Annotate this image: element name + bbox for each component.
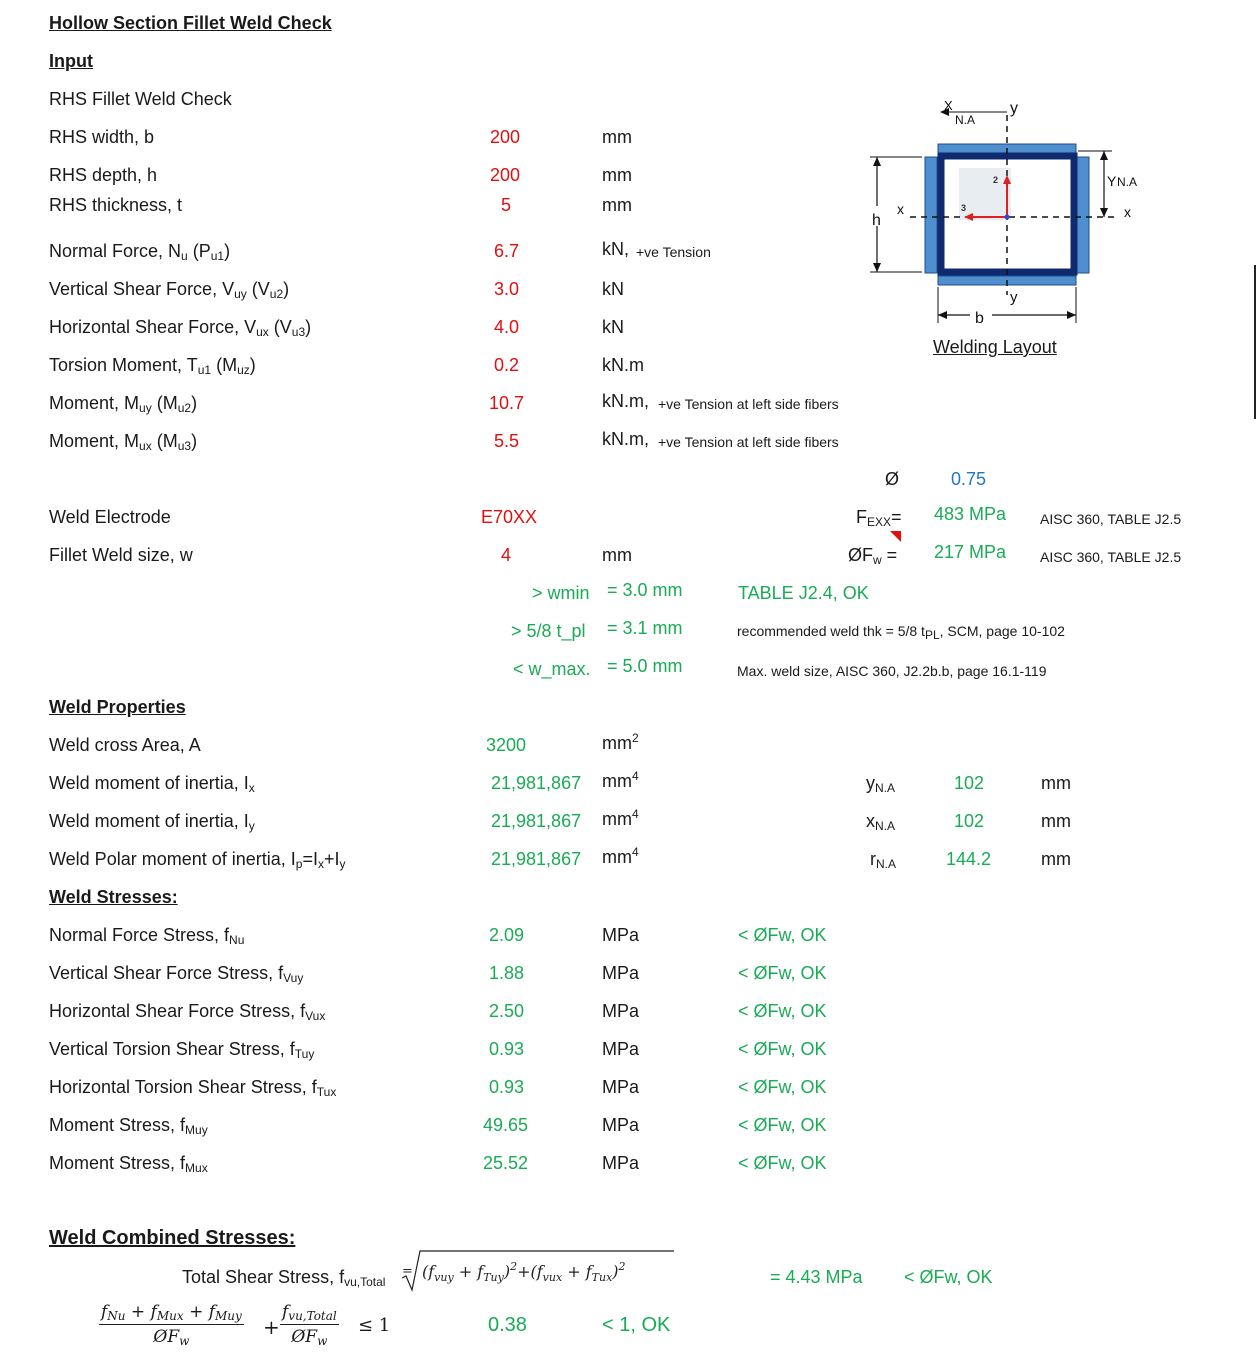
interaction-ratio-status: < 1, OK [602, 1314, 671, 1336]
x-left-label: x [897, 201, 904, 217]
stress-label: Moment Stress, $f_{Muy}$ [49, 1115, 208, 1137]
total-shear-status: < ØFw, OK [904, 1267, 993, 1287]
rna-label: $r_{N.A}$ [870, 849, 897, 871]
stress-unit: MPa [602, 1115, 640, 1135]
input-unit: kN.m [602, 355, 644, 375]
fexx-label: $F_{EXX}=$ [856, 507, 902, 529]
properties-heading: Weld Properties [49, 697, 186, 717]
local-axis-panel [959, 168, 1011, 220]
input-unit: kN [602, 279, 624, 299]
yna-unit: mm [1041, 773, 1071, 793]
y-bottom-label: y [1010, 289, 1018, 306]
stress-unit: MPa [602, 1039, 640, 1059]
ip-value: 21,981,867 [491, 849, 582, 869]
fexx-value: 483 MPa [934, 504, 1007, 524]
input-label: Torsion Moment, $T_{u1}$ $(M_{uz})$ [49, 355, 256, 377]
weld-right [1077, 157, 1089, 273]
stress-status: < ØFw, OK [738, 1001, 827, 1021]
weld-size-value[interactable]: 4 [501, 545, 512, 565]
svg-text:N.A: N.A [955, 113, 976, 127]
stress-label: Horizontal Torsion Shear Stress, $f_{Tux}$ [49, 1077, 337, 1099]
check-condition: < w_max. [513, 659, 591, 679]
interaction-limit: ≤ 1 [358, 1315, 391, 1336]
interaction-fraction-1: $f_{Nu} + f_{Mux} + f_{Muy}$ $ØF_w$ [101, 1302, 242, 1348]
input-label: Vertical Shear Force, $V_{uy}$ $(V_{u2})$ [49, 279, 290, 301]
stress-status: < ØFw, OK [738, 1039, 827, 1059]
iy-value: 21,981,867 [491, 811, 582, 831]
stress-status: < ØFw, OK [738, 1077, 827, 1097]
phifw-reference: AISC 360, TABLE J2.5 [1040, 549, 1182, 565]
stress-status: < ØFw, OK [738, 963, 827, 983]
stress-value: 25.52 [483, 1153, 529, 1173]
input-value[interactable]: 6.7 [494, 241, 520, 261]
check-value: = 3.1 mm [607, 618, 683, 638]
axis-2-label: 2 [993, 175, 999, 185]
input-note: +ve Tension at left side fibers [658, 396, 839, 412]
comment-marker-icon [890, 531, 902, 543]
input-unit: kN [602, 317, 624, 337]
phifw-value: 217 MPa [934, 542, 1007, 562]
area-label: Weld cross Area, A [49, 735, 201, 755]
svg-text:N.A: N.A [1117, 175, 1138, 189]
ix-label: Weld moment of inertia, $I_x$ [49, 773, 255, 795]
check-note: recommended weld thk = 5/8 $t_{PL}$, SCM, page 10-102 [737, 623, 1065, 642]
stress-value: 0.93 [489, 1039, 525, 1059]
input-unit: kN, [602, 239, 629, 259]
input-unit: mm [602, 165, 632, 185]
input-label: Moment, $M_{ux}$ $(M_{u3})$ [49, 431, 198, 453]
xna-unit: mm [1041, 811, 1071, 831]
b-label: b [975, 310, 984, 327]
input-label: Horizontal Shear Force, $V_{ux}$ $(V_{u3})$ [49, 317, 312, 339]
check-value: = 3.0 mm [607, 580, 683, 600]
ix-unit: $mm^4$ [602, 769, 639, 791]
y-top-label: y [1010, 100, 1018, 117]
input-label: RHS depth, h [49, 165, 158, 185]
stresses-heading: Weld Stresses: [49, 887, 178, 907]
xna-value: 102 [954, 811, 985, 831]
electrode-value[interactable]: E70XX [481, 507, 538, 527]
input-unit: kN.m, [602, 391, 649, 411]
ip-unit: $mm^4$ [602, 845, 639, 867]
ip-label: Weld Polar moment of inertia, $I_p=I_x+I_y$ [49, 849, 346, 871]
input-subheading: RHS Fillet Weld Check [49, 89, 232, 109]
check-note: Max. weld size, AISC 360, J2.2b.b, page 16.1-119 [737, 663, 1047, 679]
plus-sign: + [263, 1315, 280, 1339]
iy-label: Weld moment of inertia, $I_y$ [49, 811, 255, 833]
stress-value: 0.93 [489, 1077, 525, 1097]
input-value[interactable]: 0.2 [494, 355, 520, 375]
stress-label: Normal Force Stress, $f_{Nu}$ [49, 925, 245, 947]
area-value: 3200 [486, 735, 527, 755]
input-value[interactable]: 3.0 [494, 279, 520, 299]
diagram-caption: Welding Layout [933, 337, 1057, 357]
input-value[interactable]: 10.7 [489, 393, 525, 413]
check-value: = 5.0 mm [607, 656, 683, 676]
stress-status: < ØFw, OK [738, 925, 827, 945]
stress-unit: MPa [602, 1077, 640, 1097]
input-note: +ve Tension at left side fibers [658, 434, 839, 450]
stress-unit: MPa [602, 963, 640, 983]
stress-status: < ØFw, OK [738, 1153, 827, 1173]
h-label: h [872, 212, 881, 229]
interaction-ratio-value: 0.38 [488, 1314, 527, 1336]
stress-unit: MPa [602, 925, 640, 945]
input-unit: mm [602, 195, 632, 215]
stress-label: Vertical Shear Force Stress, $f_{Vuy}$ [49, 963, 304, 985]
total-shear-value: = 4.43 MPa [770, 1267, 863, 1287]
stress-unit: MPa [602, 1001, 640, 1021]
weld-size-unit: mm [602, 545, 632, 565]
phi-value: 0.75 [951, 469, 987, 489]
total-shear-formula [400, 1248, 680, 1294]
stress-value: 49.65 [483, 1115, 529, 1135]
x-right-label: x [1124, 204, 1131, 220]
phifw-label: $ØF_w$ = [848, 545, 898, 567]
input-value[interactable]: 5.5 [494, 431, 520, 451]
input-label: RHS thickness, t [49, 195, 183, 215]
total-shear-label: Total Shear Stress, $f_{vu,Total}$ [182, 1267, 386, 1289]
stress-label: Moment Stress, $f_{Mux}$ [49, 1153, 208, 1175]
y-na-label: Y [1107, 173, 1117, 189]
iy-unit: $mm^4$ [602, 807, 639, 829]
input-value[interactable]: 200 [490, 127, 521, 147]
fexx-reference: AISC 360, TABLE J2.5 [1040, 511, 1182, 527]
stress-unit: MPa [602, 1153, 640, 1173]
area-unit: $mm^2$ [602, 731, 639, 753]
axis-3-label: 3 [961, 203, 967, 213]
interaction-fraction-2: $f_{vu,Total}$ $ØF_w$ [282, 1302, 337, 1348]
weld-left [925, 157, 937, 273]
stress-label: Horizontal Shear Force Stress, $f_{Vux}$ [49, 1001, 326, 1023]
check-condition: > wmin [532, 583, 590, 603]
welding-layout-diagram [860, 95, 1150, 365]
check-note: TABLE J2.4, OK [738, 583, 869, 603]
stress-value: 1.88 [489, 963, 525, 983]
phi-symbol: Ø [885, 469, 900, 489]
scroll-divider [1254, 265, 1256, 419]
xna-label: $x_{N.A}$ [866, 811, 896, 833]
svg-text:=: = [402, 1264, 413, 1279]
input-label: Moment, $M_{uy}$ $(M_{u2})$ [49, 393, 198, 415]
stress-status: < ØFw, OK [738, 1115, 827, 1135]
input-label: Normal Force, $N_u$ $(P_{u1})$ [49, 241, 231, 263]
input-value[interactable]: 4.0 [494, 317, 520, 337]
ix-value: 21,981,867 [491, 773, 582, 793]
input-heading: Input [49, 51, 93, 71]
combined-heading: Weld Combined Stresses: [49, 1227, 296, 1249]
yna-label: $y_{N.A}$ [866, 773, 896, 795]
input-unit: kN.m, [602, 429, 649, 449]
stress-value: 2.09 [489, 925, 525, 945]
electrode-label: Weld Electrode [49, 507, 171, 527]
x-na-label: X [944, 98, 953, 113]
stress-value: 2.50 [489, 1001, 525, 1021]
input-note: +ve Tension [636, 244, 711, 260]
rna-value: 144.2 [946, 849, 992, 869]
input-label: RHS width, b [49, 127, 155, 147]
page-title: Hollow Section Fillet Weld Check [49, 13, 332, 33]
input-unit: mm [602, 127, 632, 147]
input-value[interactable]: 200 [490, 165, 521, 185]
weld-size-label: Fillet Weld size, w [49, 545, 193, 565]
rna-unit: mm [1041, 849, 1071, 869]
yna-value: 102 [954, 773, 985, 793]
input-value[interactable]: 5 [501, 195, 512, 215]
stress-label: Vertical Torsion Shear Stress, $f_{Tuy}$ [49, 1039, 315, 1061]
check-condition: > 5/8 t_pl [511, 621, 586, 641]
svg-text:(fvuy + fTuy)2+(fvux + fTux)2: $(f_{vuy} + f_{Tuy})^2+(f_{vux} + f_{Tux})^2$ [422, 1260, 626, 1284]
